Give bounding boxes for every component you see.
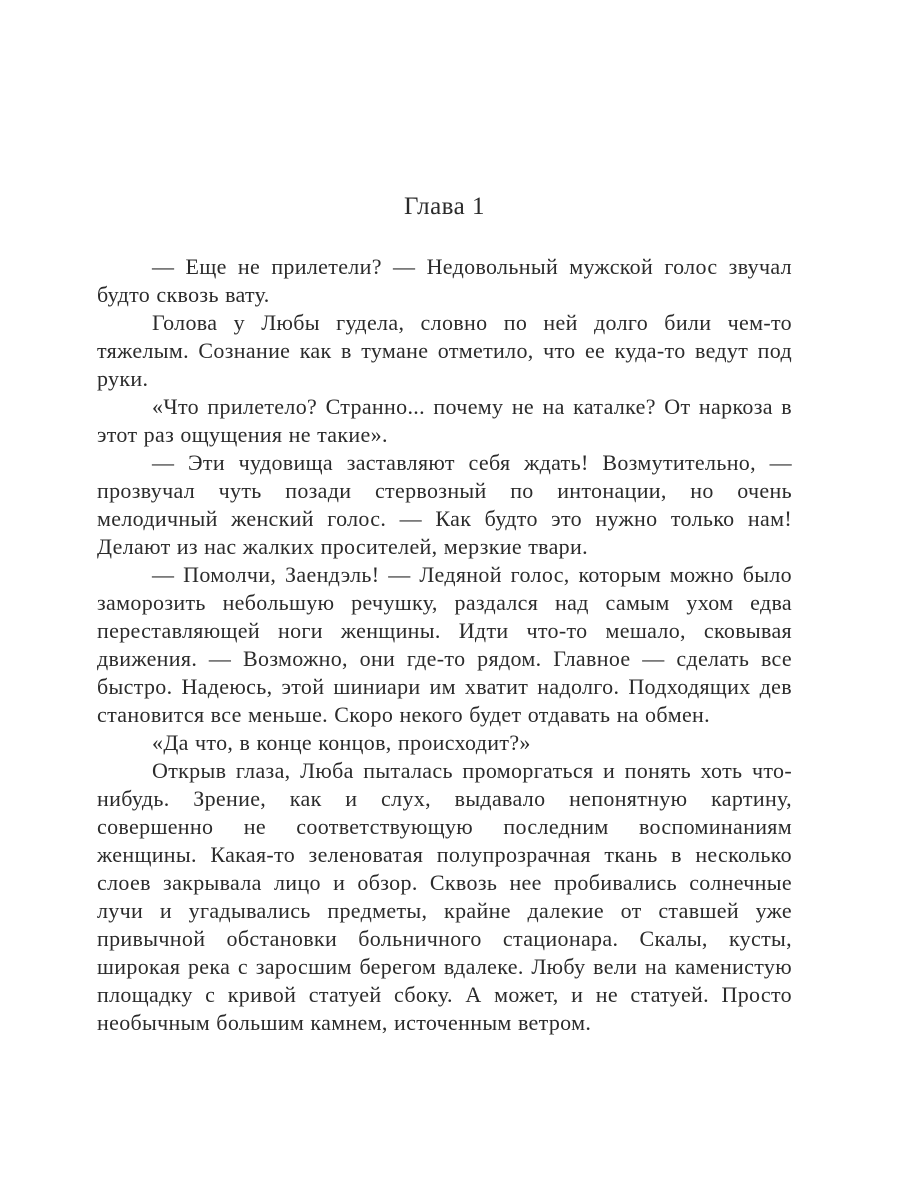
- chapter-text: [97, 253, 792, 1037]
- paragraph: — Еще не прилетели? — Недовольный мужской голос звучал будто сквозь вату.: [97, 254, 792, 307]
- chapter-title: Глава 1: [404, 193, 485, 220]
- paragraph: «Что прилетело? Странно... почему не на каталке? От наркоза в этот раз ощущения не такие».: [97, 394, 792, 447]
- paragraph: — Эти чудовища заставляют себя ждать! Возмутительно, — прозвучал чуть позади стервозный по интонации, но очень мелодичный женский голос. — Как будто это нужно только нам! Делают из нас жалких просителей, мерзкие твари.: [97, 450, 792, 559]
- paragraph: Голова у Любы гудела, словно по ней долго били чем-то тяжелым. Сознание как в тумане отметило, что ее куда-то ведут под руки.: [97, 310, 792, 391]
- paragraph: Открыв глаза, Люба пыталась проморгаться и понять хоть что-нибудь. Зрение, как и слух, выдавало непонятную картину, совершенно не соответствующую последним воспоминаниям женщины. Какая-то зеленоватая полупрозрачная ткань в несколько слоев закрывала лицо и обзор. Сквозь нее пробивались солнечные лучи и угадывались предметы, крайне далекие от ставшей уже привычной обстановки больничного стационара. Скалы, кусты, широкая река с заросшим берегом вдалеке. Любу вели на каменистую площадку с кривой статуей сбоку. А может, и не статуей. Просто необычным большим камнем, источенным ветром.: [97, 758, 792, 1035]
- paragraph: — Помолчи, Заендэль! — Ледяной голос, которым можно было заморозить небольшую речушку, раздался над самым ухом едва переставляющей ноги женщины. Идти что-то мешало, сковывая движения. — Возможно, они где-то рядом. Главное — сделать все быстро. Надеюсь, этой шиниари им хватит надолго. Подходящих дев становится все меньше. Скоро некого будет отдавать на обмен.: [97, 562, 792, 727]
- paragraph: «Да что, в конце концов, происходит?»: [152, 730, 531, 755]
